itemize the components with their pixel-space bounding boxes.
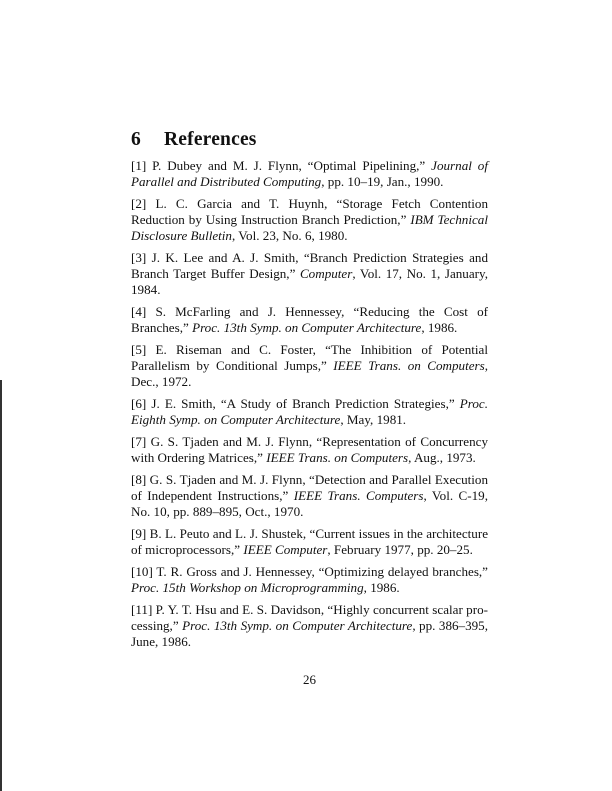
reference-text: , Dec., 1972. [131,358,489,390]
reference-text: , 1986. [363,580,400,596]
reference-text: [3] J. K. Lee and A. J. Smith, “Branch Prediction Strategies and Branch Target Buffer Design,” [131,250,488,282]
reference-text: [9] B. L. Peuto and L. J. Shustek, “Current issues in the architecture of microprocessors,” [131,526,488,558]
reference-text: , Aug., 1973. [408,450,476,466]
reference-venue: IEEE Trans. on Computers [333,358,485,374]
reference-item [131,396,488,428]
reference-text: [6] J. E. Smith, “A Study of Branch Prediction Strategies,” [131,396,460,412]
reference-text: , Vol. 17, No. 1, January, 1984. [131,266,488,298]
reference-item [131,342,488,391]
reference-item [131,196,488,245]
reference-item [131,526,488,558]
section-heading [131,128,488,152]
reference-venue: Computer [299,266,353,282]
reference-item [131,564,488,596]
reference-venue: Proc. 13th Symp. on Computer Architecture [182,618,413,634]
reference-item [131,250,488,299]
reference-text: , Vol. C-19, No. 10, pp. 889–895, Oct., 1970. [131,488,488,520]
reference-list [131,158,488,650]
reference-venue: IBM Technical Disclosure Bulletin [131,212,488,244]
reference-text: [1] P. Dubey and M. J. Flynn, “Optimal Pipelining,” [131,158,432,173]
reference-text: , Vol. 23, No. 6, 1980. [231,228,348,244]
section-number: 6 [131,129,141,150]
reference-text: [4] S. McFarling and J. Hennessey, “Reducing the Cost of Branches,” [131,304,488,336]
reference-item [131,472,488,521]
page-number: 26 [303,672,316,688]
reference-item [131,434,488,466]
reference-item [131,602,488,651]
reference-text: [5] E. Riseman and C. Foster, “The Inhibition of Potential Parallelism by Conditional Jumps,” [131,342,488,374]
reference-venue: IEEE Computer [243,542,328,558]
reference-venue: Journal of Parallel and Distributed Computing [131,158,488,190]
reference-venue: Proc. 13th Symp. on Computer Architecture [192,320,422,336]
reference-text: [10] T. R. Gross and J. Hennessey, “Optimizing delayed branches,” [131,563,488,579]
reference-venue: Proc. 15th Workshop on Microprogramming [131,580,364,596]
reference-item [131,304,488,336]
reference-text: [8] G. S. Tjaden and M. J. Flynn, “Detection and Parallel Execution of Independent Instructions,” [131,471,488,504]
reference-venue: IEEE Trans. on Computers [266,450,409,466]
reference-text: , pp. 386–395, June, 1986. [131,618,488,650]
page-content [131,128,488,688]
scan-edge-line [0,380,2,791]
reference-text: , February 1977, pp. 20–25. [327,542,473,558]
reference-text: [11] P. Y. T. Hsu and E. S. Davidson, “Highly concurrent scalar processing,” [131,601,488,634]
section-title: References [164,129,257,150]
reference-item [131,158,488,190]
reference-venue: Proc. Eighth Symp. on Computer Architecture [131,396,488,428]
reference-text: [7] G. S. Tjaden and M. J. Flynn, “Representation of Concurrency with Ordering Matrices,” [131,434,488,466]
reference-text: , pp. 10–19, Jan., 1990. [321,174,444,190]
reference-text: , May, 1981. [340,412,407,428]
reference-venue: IEEE Trans. Computers [293,488,424,504]
reference-text: , 1986. [421,320,458,336]
reference-text: [2] L. C. Garcia and T. Huynh, “Storage Fetch Contention Reduction by Using Instruction Branch Prediction,” [131,195,488,228]
